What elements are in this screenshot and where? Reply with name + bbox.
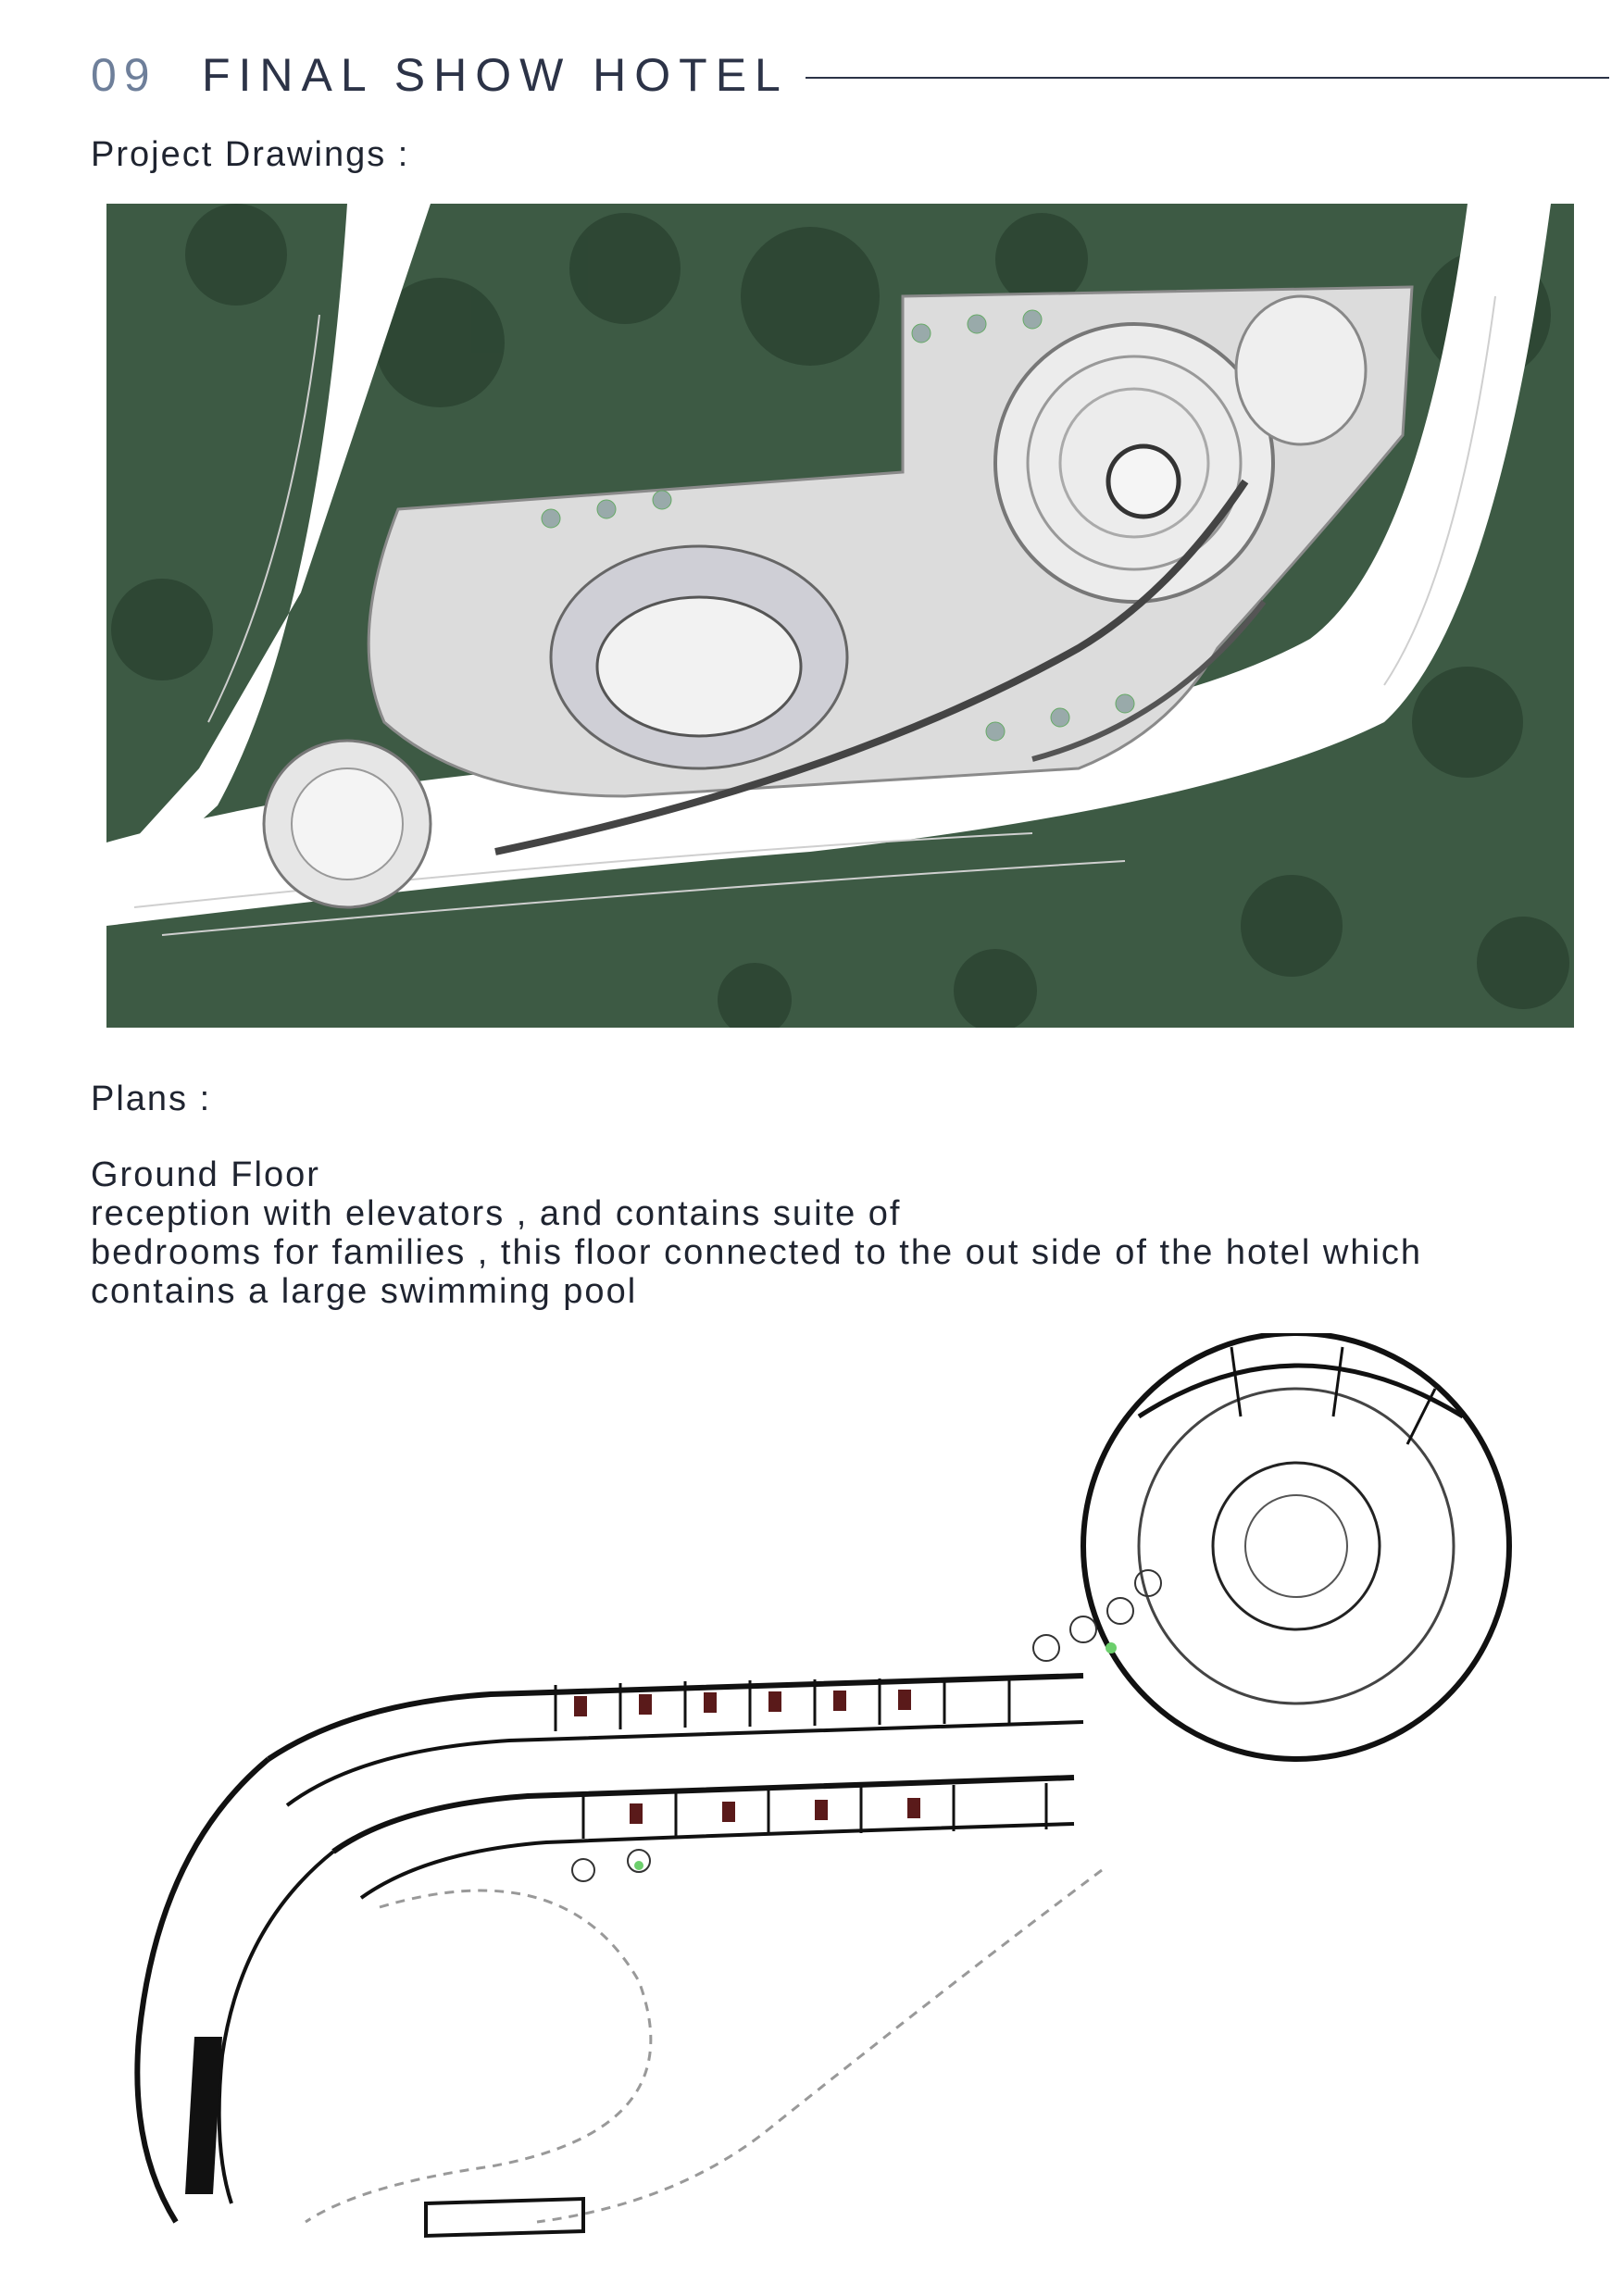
description-line: bedrooms for families , this floor connected to the out side of the hotel which xyxy=(91,1233,1423,1272)
ground-floor-plan-drawing xyxy=(120,1333,1583,2259)
section-title: FINAL SHOW HOTEL xyxy=(202,49,789,101)
site-plan-drawing xyxy=(106,204,1574,1028)
section-header xyxy=(91,48,1609,109)
project-drawings-label: Project Drawings : xyxy=(91,135,410,174)
section-number: 09 xyxy=(91,49,157,101)
plans-label: Plans : xyxy=(91,1079,212,1118)
ground-floor-title: Ground Floor xyxy=(91,1155,320,1194)
ground-floor-description xyxy=(91,1155,1422,1311)
header-divider xyxy=(806,77,1609,79)
description-line: contains a large swimming pool xyxy=(91,1272,638,1311)
description-line: reception with elevators , and contains suite of xyxy=(91,1194,902,1233)
